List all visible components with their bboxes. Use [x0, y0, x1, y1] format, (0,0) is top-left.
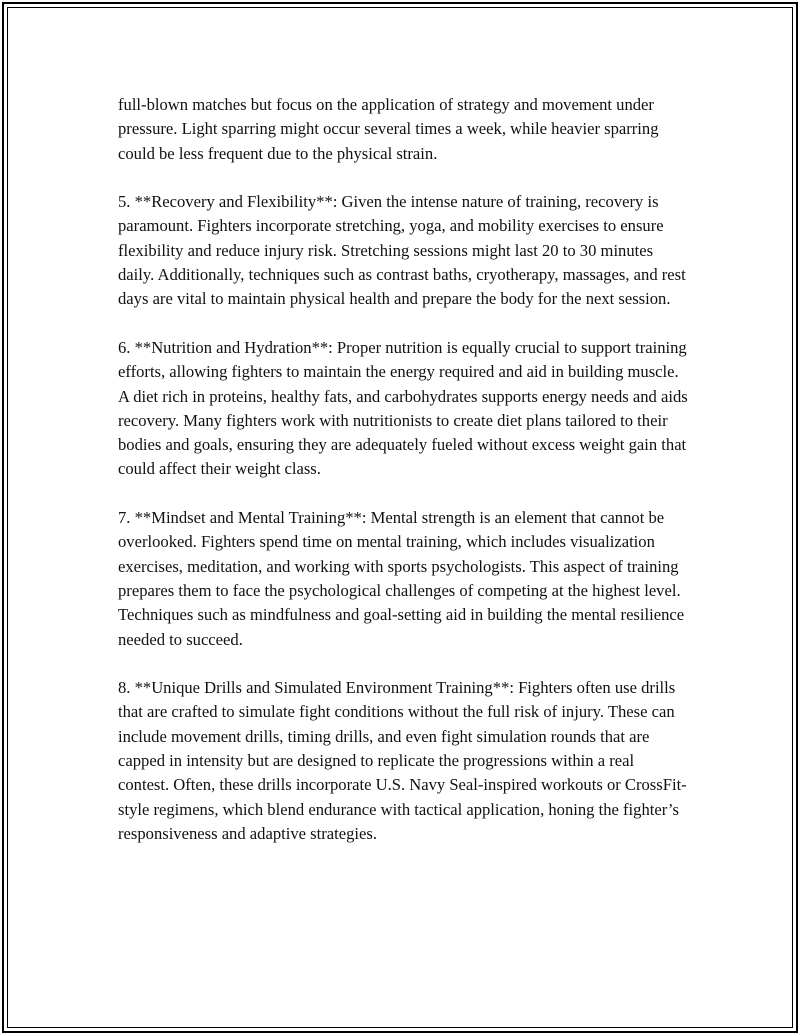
paragraph-nutrition-hydration: 6. **Nutrition and Hydration**: Proper nutrition is equally crucial to support training efforts, allowing fighters to maintain the energy required and aid in building muscle. A diet rich in proteins, healthy fats, and carbohydrates supports energy needs and aids recovery. Many fighters work with nutritionists to create diet plans tailored to their bodies and goals, ensuring they are adequately fueled without excess weight gain that could affect their weight class. — [118, 337, 688, 479]
document-body — [118, 93, 688, 846]
paragraph-mindset-mental-training: 7. **Mindset and Mental Training**: Mental strength is an element that cannot be overlooked. Fighters spend time on mental training, which includes visualization exercises, meditation, and working with sports psychologists. This aspect of training prepares them to face the psychological challenges of competing at the highest level. Techniques such as mindfulness and goal-setting aid in building the mental resilience needed to succeed. — [118, 508, 685, 649]
paragraph-sparring-continued: full-blown matches but focus on the application of strategy and movement under pressure. Light sparring might occur several times a week, while heavier sparring could be less frequent due to the physical strain. — [118, 95, 659, 163]
paragraph-unique-drills: 8. **Unique Drills and Simulated Environment Training**: Fighters often use drills that are crafted to simulate fight conditions without the full risk of injury. These can include movement drills, timing drills, and even fight simulation rounds that are capped in intensity but are designed to replicate the progressions within a real contest. Often, these drills incorporate U.S. Navy Seal-inspired workouts or CrossFit-style regimens, which blend endurance with tactical application, honing the fighter’s responsiveness and adaptive strategies. — [118, 678, 687, 843]
paragraph-recovery-flexibility: 5. **Recovery and Flexibility**: Given the intense nature of training, recovery is paramount. Fighters incorporate stretching, yoga, and mobility exercises to ensure flexibility and reduce injury risk. Stretching sessions might last 20 to 30 minutes daily. Additionally, techniques such as contrast baths, cryotherapy, massages, and rest days are vital to maintain physical health and prepare the body for the next session. — [118, 192, 686, 309]
